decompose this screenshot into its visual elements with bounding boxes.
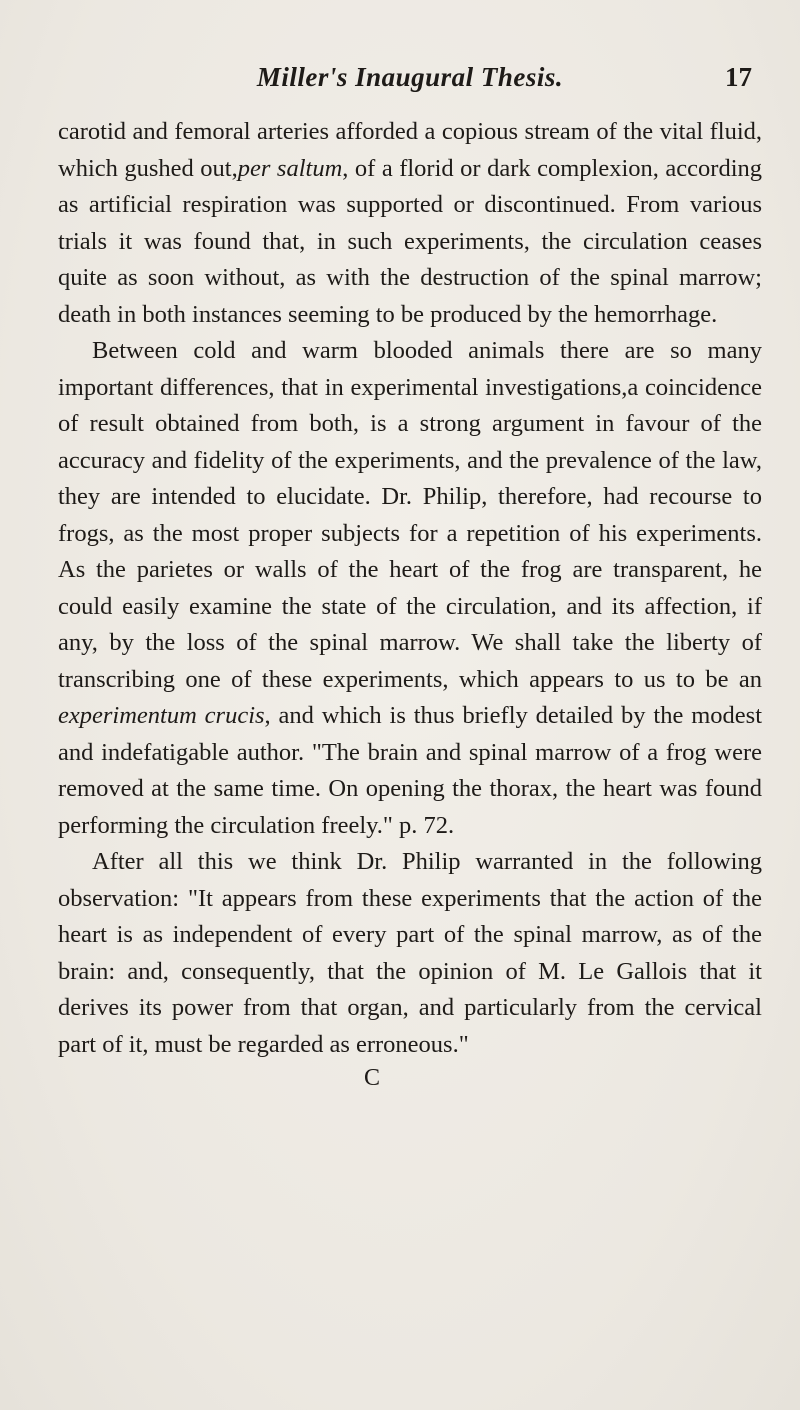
running-title: Miller's Inaugural Thesis. — [256, 62, 564, 92]
paragraph-continued — [58, 114, 762, 333]
italic-phrase: per saltum — [237, 154, 343, 182]
page-number: 17 — [725, 62, 752, 92]
paragraph-text: , and which is thus briefly detailed by the modest and indefatigable author. "The brain and spinal marrow of a frog were removed at the same time. On opening the thorax, the heart was found performing the circulation freely." p. 72. — [58, 702, 763, 839]
paragraph-text: , of a florid or dark complexion, according as artificial respiration was supported or discontinued. From various trials it was found that, in such experiments, the circulation ceases quite as soon without, as with the destruction of the spinal marrow; death in both instances seeming to be produced by the hemorrhage. — [58, 154, 763, 328]
paragraph-cold-warm-blooded — [58, 333, 762, 844]
signature-mark: C — [364, 1065, 381, 1091]
paragraph-text: carotid and femoral arteries afforded a copious stream of the vital fluid, which gushed out, — [58, 118, 762, 182]
running-head — [58, 62, 762, 106]
paragraph-text: After all this we think Dr. Philip warranted in the following observation: "It appears from these experiments that the action of the heart is as independent of every part of the spinal marrow, as of the brain: and, consequently, that the opinion of M. Le Gallois that it derives its power from that organ, and particularly from the cervical part of it, must be regarded as erroneous." — [58, 848, 762, 1058]
italic-phrase: experimentum crucis — [58, 702, 265, 729]
paragraph-conclusion — [58, 844, 762, 1063]
paragraph-text: Between cold and warm blooded animals there are so many important differences, that in experimental investigations,a coincidence of result obtained from both, is a strong argument in favour of the accuracy and fidelity of the experiments, and the prevalence of the law, they are intended to elucidate. Dr. Philip, therefore, had recourse to frogs, as the most proper subjects for a repetition of his experiments. As the parietes or walls of the heart of the frog are transparent, he could easily examine the state of the circulation, and its affection, if any, by the loss of the spinal marrow. We shall take the liberty of transcribing one of these experiments, which appears to us to be an — [58, 337, 762, 693]
